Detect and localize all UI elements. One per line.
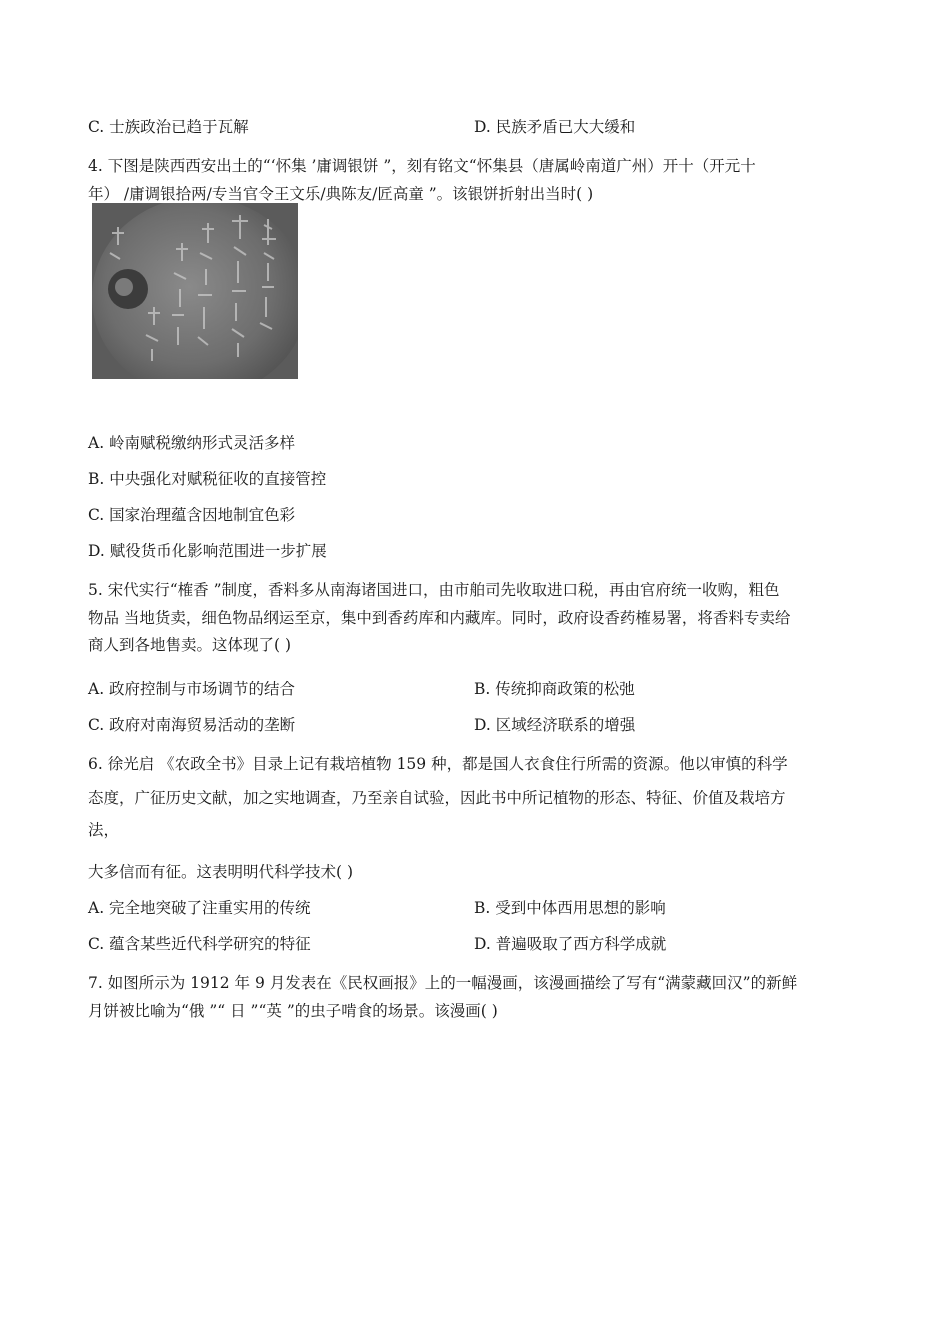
q5-stem-line-2: 物品 当地货卖，细色物品纲运至京，集中到香药库和内藏库。同时，政府设香药榷易署，将香料专卖给 bbox=[88, 609, 791, 627]
q6-stem-line-1: 6. 徐光启 《农政全书》目录上记有栽培植物 159 种，都是国人衣食住行所需的资源。他以审慎的科学 bbox=[88, 755, 788, 773]
q3-option-c: C. 士族政治已趋于瓦解 bbox=[88, 118, 249, 136]
q5-option-d: D. 区域经济联系的增强 bbox=[474, 716, 636, 734]
silver-cake-photo bbox=[92, 203, 298, 379]
q6-stem-line-2: 态度，广征历史文献，加之实地调查，乃至亲自试验，因此书中所记植物的形态、特征、价值及栽培方 bbox=[88, 789, 786, 807]
q7-stem-line-2: 月饼被比喻为“俄 ”“ 日 ”“英 ”的虫子啃食的场景。该漫画( ) bbox=[88, 1002, 498, 1020]
q5-option-a: A. 政府控制与市场调节的结合 bbox=[88, 680, 296, 698]
q4-stem-line-2: 年） /庸调银拾两/专当官令王文乐/典陈友/匠高童 ”。该银饼折射出当时( ) bbox=[88, 185, 594, 203]
q4-option-b: B. 中央强化对赋税征收的直接管控 bbox=[88, 470, 327, 488]
q6-option-d: D. 普遍吸取了西方科学成就 bbox=[474, 935, 667, 953]
q5-stem-line-1: 5. 宋代实行“榷香 ”制度，香料多从南海诸国进口，由市舶司先收取进口税，再由官府统一收购，粗色 bbox=[88, 581, 780, 599]
q4-option-a: A. 岭南赋税缴纳形式灵活多样 bbox=[88, 434, 296, 452]
q5-stem-line-3: 商人到各地售卖。这体现了( ) bbox=[88, 636, 292, 654]
q4-stem-line-1: 4. 下图是陕西西安出土的“‘怀集 ’庸调银饼 ”，刻有铭文“怀集县（唐属岭南道广州）开十（开元十 bbox=[88, 157, 756, 175]
q7-stem-line-1: 7. 如图所示为 1912 年 9 月发表在《民权画报》上的一幅漫画，该漫画描绘了写有“满蒙藏回汉”的新鲜 bbox=[88, 974, 798, 992]
q4-option-c: C. 国家治理蕴含因地制宜色彩 bbox=[88, 506, 296, 524]
q5-option-c: C. 政府对南海贸易活动的垄断 bbox=[88, 716, 296, 734]
silver-cake-illustration bbox=[92, 203, 298, 379]
q5-option-b: B. 传统抑商政策的松弛 bbox=[474, 680, 635, 698]
q6-option-b: B. 受到中体西用思想的影响 bbox=[474, 899, 666, 917]
q6-stem-line-4: 大多信而有征。这表明明代科学技术( ) bbox=[88, 863, 354, 881]
q4-option-d: D. 赋役货币化影响范围进一步扩展 bbox=[88, 542, 327, 560]
q6-option-a: A. 完全地突破了注重实用的传统 bbox=[88, 899, 311, 917]
q6-option-c: C. 蕴含某些近代科学研究的特征 bbox=[88, 935, 311, 953]
q3-option-d: D. 民族矛盾已大大缓和 bbox=[474, 118, 636, 136]
q6-stem-line-3: 法， bbox=[88, 821, 120, 839]
